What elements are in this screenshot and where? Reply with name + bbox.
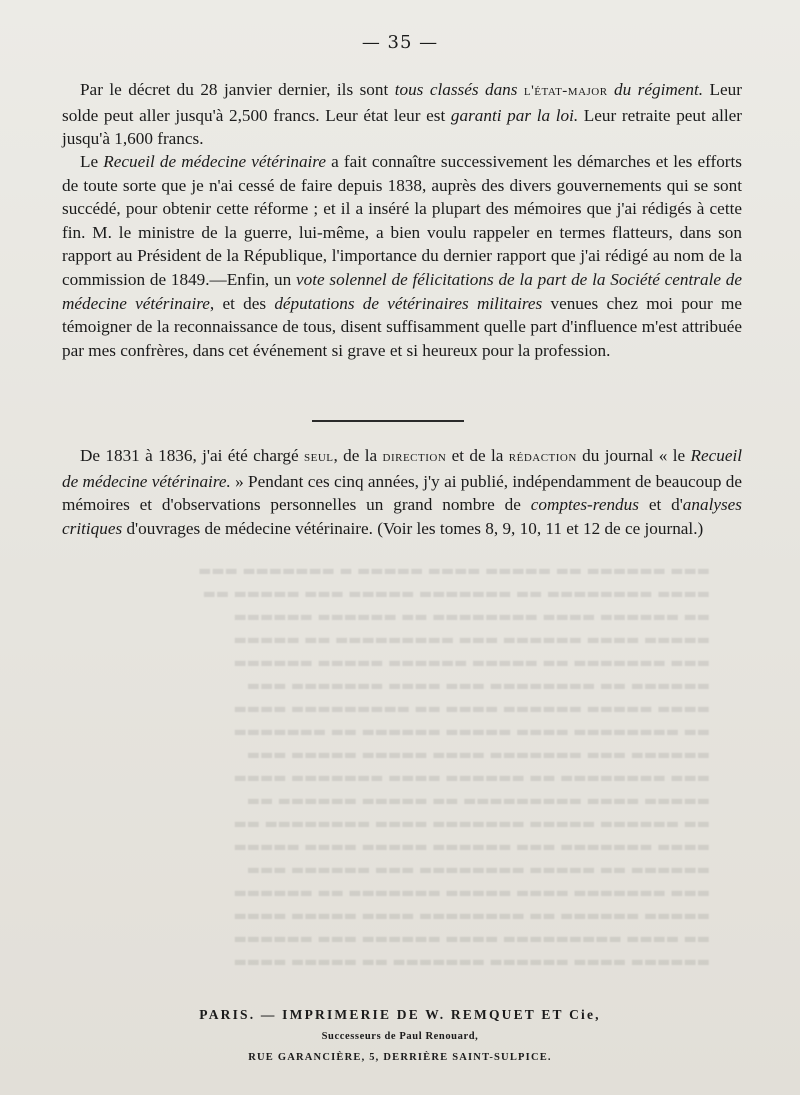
text-run: a fait connaître successivement les démarches et les efforts de toute sorte que je n'ai cessé de faire depuis 1838, auprès des divers gouvernements qui se sont succédé, pour obtenir cette réforme ; et il a inséré la plupart des mémoires que j'ai rédigés à cette fin. M. le ministre de la guerre, lui-même, a bien voulu rappeler en termes flatteurs, dans son rapport au Président de la République, l'importance du dernier rapport que j'ai rédigé au nom de la commission de 1849.—Enfin, un — [62, 152, 742, 289]
printer-successors-line: Successeurs de Paul Renouard, — [321, 1031, 479, 1042]
bleed-through-decoration: ▬▬▬ ▬▬▬▬▬▬ ▬▬ ▬▬▬▬▬ ▬▬▬▬ ▬▬▬▬▬ ▬ ▬▬▬▬▬▬▬ ▬▬▬ ▬▬▬▬ ▬▬▬▬▬▬▬▬ ▬▬ ▬▬▬▬▬▬▬ ▬▬▬▬▬ ▬▬▬ ▬▬▬▬▬ ▬▬ ▬▬ ▬▬▬▬▬▬ ▬▬▬▬ ▬▬▬▬▬▬▬▬ ▬▬ ▬▬▬▬▬▬ ▬▬▬▬▬▬ ▬▬▬▬▬ ▬▬▬▬ ▬▬▬▬▬▬ ▬▬▬ ▬▬▬▬▬▬▬▬▬ ▬▬ ▬▬▬▬▬ ▬▬▬ ▬▬▬▬▬▬▬ ▬▬ ▬▬▬▬▬ ▬▬▬▬▬▬ ▬▬▬▬▬ ▬▬▬▬▬▬ ▬▬▬▬▬▬ ▬▬ ▬▬▬▬▬▬▬▬ ▬▬▬ ▬▬▬▬ ▬▬▬▬▬▬▬ ▬▬▬ ▬▬▬▬ ▬▬▬▬▬ ▬▬▬▬▬▬ ▬▬▬▬ ▬▬ ▬▬▬▬▬▬▬▬▬ ▬▬▬▬ ▬▬ ▬▬▬▬▬▬▬▬ ▬▬▬▬ ▬▬▬▬▬ ▬▬▬▬▬▬ ▬▬ ▬▬▬▬▬▬▬ ▬▬▬▬▬▬ ▬▬▬ ▬▬▬▬▬▬▬ ▬▬▬▬ ▬▬▬▬▬ ▬▬▬▬▬ ▬▬▬ ▬▬▬ ▬▬▬▬▬▬▬▬ ▬▬ ▬▬▬▬▬▬ ▬▬▬▬ ▬▬▬▬▬▬▬ ▬▬▬▬ ▬▬▬▬▬ ▬▬▬▬ ▬▬▬▬▬▬▬▬▬ ▬▬ ▬▬▬▬▬ ▬▬▬▬▬▬ ▬▬ ▬▬ ▬▬▬▬▬▬ ▬▬▬▬▬ ▬▬▬▬▬▬▬ ▬▬▬▬ ▬▬▬▬▬▬▬▬ ▬▬ ▬▬▬▬ ▬▬▬▬▬▬▬ ▬▬▬ ▬▬▬▬▬▬ ▬▬▬▬▬ ▬▬▬▬ ▬▬▬▬▬ ▬▬▬▬▬▬ ▬▬ ▬▬▬▬▬ ▬▬▬▬▬▬▬▬ ▬▬▬ ▬▬▬▬▬▬ ▬▬▬ ▬▬▬ ▬▬▬▬▬▬▬ ▬▬▬▬ ▬▬▬▬▬ ▬▬▬▬▬▬▬ ▬▬ ▬▬▬▬▬▬ ▬▬▬▬▬ ▬▬▬▬▬▬ ▬▬ ▬▬▬▬▬▬▬▬ ▬▬▬▬ ▬▬▬▬▬ ▬▬▬▬ ▬▬ ▬▬▬▬ ▬▬▬▬▬▬▬▬▬ ▬▬▬▬ ▬▬▬▬▬▬ ▬▬▬ ▬▬▬▬▬▬ ▬▬▬▬▬▬ ▬▬▬▬ ▬▬▬▬▬▬ ▬▬▬▬▬▬▬ ▬▬ ▬▬▬▬▬ ▬▬▬▬ — [198, 563, 710, 970]
text-run: du journal « le — [576, 446, 691, 465]
text-run: » Pendant ces cinq années, j'y ai publié, indépendamment de beaucoup de mémoires et d'observations personnelles un grand nombre de — [62, 471, 742, 515]
smallcaps-run: rédaction — [508, 449, 577, 465]
text-run: et d' — [638, 495, 683, 515]
text-run: , de la — [333, 446, 383, 465]
smallcaps-run: seul — [304, 449, 334, 465]
text-run: De 1831 à 1836, j'ai été chargé — [80, 446, 305, 465]
text-run: et de la — [446, 446, 509, 465]
smallcaps-run: direction — [382, 449, 447, 465]
printer-imprint-line: PARIS. — IMPRIMERIE DE W. REMQUET ET Cie, — [199, 1007, 601, 1022]
italic-run: analyses critiques — [62, 495, 742, 538]
italic-run: vote solennel de félicitations de la part de la Société centrale de médecine vétérinaire — [62, 269, 742, 313]
text-run: venues chez moi pour me témoigner de la reconnaissance de tous, disent suffisamment quelle part d'influence m'est attribuée par mes confrères, dans cet événement si grave et si heureux pour la profession. — [62, 293, 742, 360]
printer-address-line: RUE GARANCIÈRE, 5, DERRIÈRE SAINT-SULPICE. — [248, 1052, 552, 1063]
italic-run: députations de vétérinaires militaires — [274, 293, 543, 313]
section-divider — [312, 420, 464, 422]
paragraph-recueil-reform — [62, 150, 742, 362]
page-number: — 35 — — [361, 32, 439, 53]
italic-run: Recueil de médecine vétérinaire — [103, 152, 326, 171]
italic-run: du régiment. — [614, 80, 704, 99]
text-run: Leur solde peut aller jusqu'à 2,500 francs. Leur état leur est — [62, 80, 742, 125]
italic-run: Recueil de médecine vétérinaire. — [62, 446, 743, 491]
text-run: Leur retraite peut aller jusqu'à 1,600 francs. — [62, 105, 742, 149]
italic-run: comptes-rendus — [530, 495, 639, 515]
paragraph-officers-status — [62, 78, 742, 151]
text-run: d'ouvrages de médecine vétérinaire. (Voir les tomes 8, 9, 10, 11 et 12 de ce journal.) — [122, 518, 704, 538]
paragraph-journal-direction — [62, 444, 742, 540]
text-run: , et des — [209, 293, 275, 313]
text-run: Le — [80, 152, 104, 171]
italic-run: tous classés dans — [394, 80, 518, 99]
smallcaps-run: l'état-major — [517, 83, 615, 99]
italic-run: garanti par la loi. — [450, 105, 579, 125]
text-run: Par le décret du 28 janvier dernier, ils sont — [80, 80, 395, 99]
